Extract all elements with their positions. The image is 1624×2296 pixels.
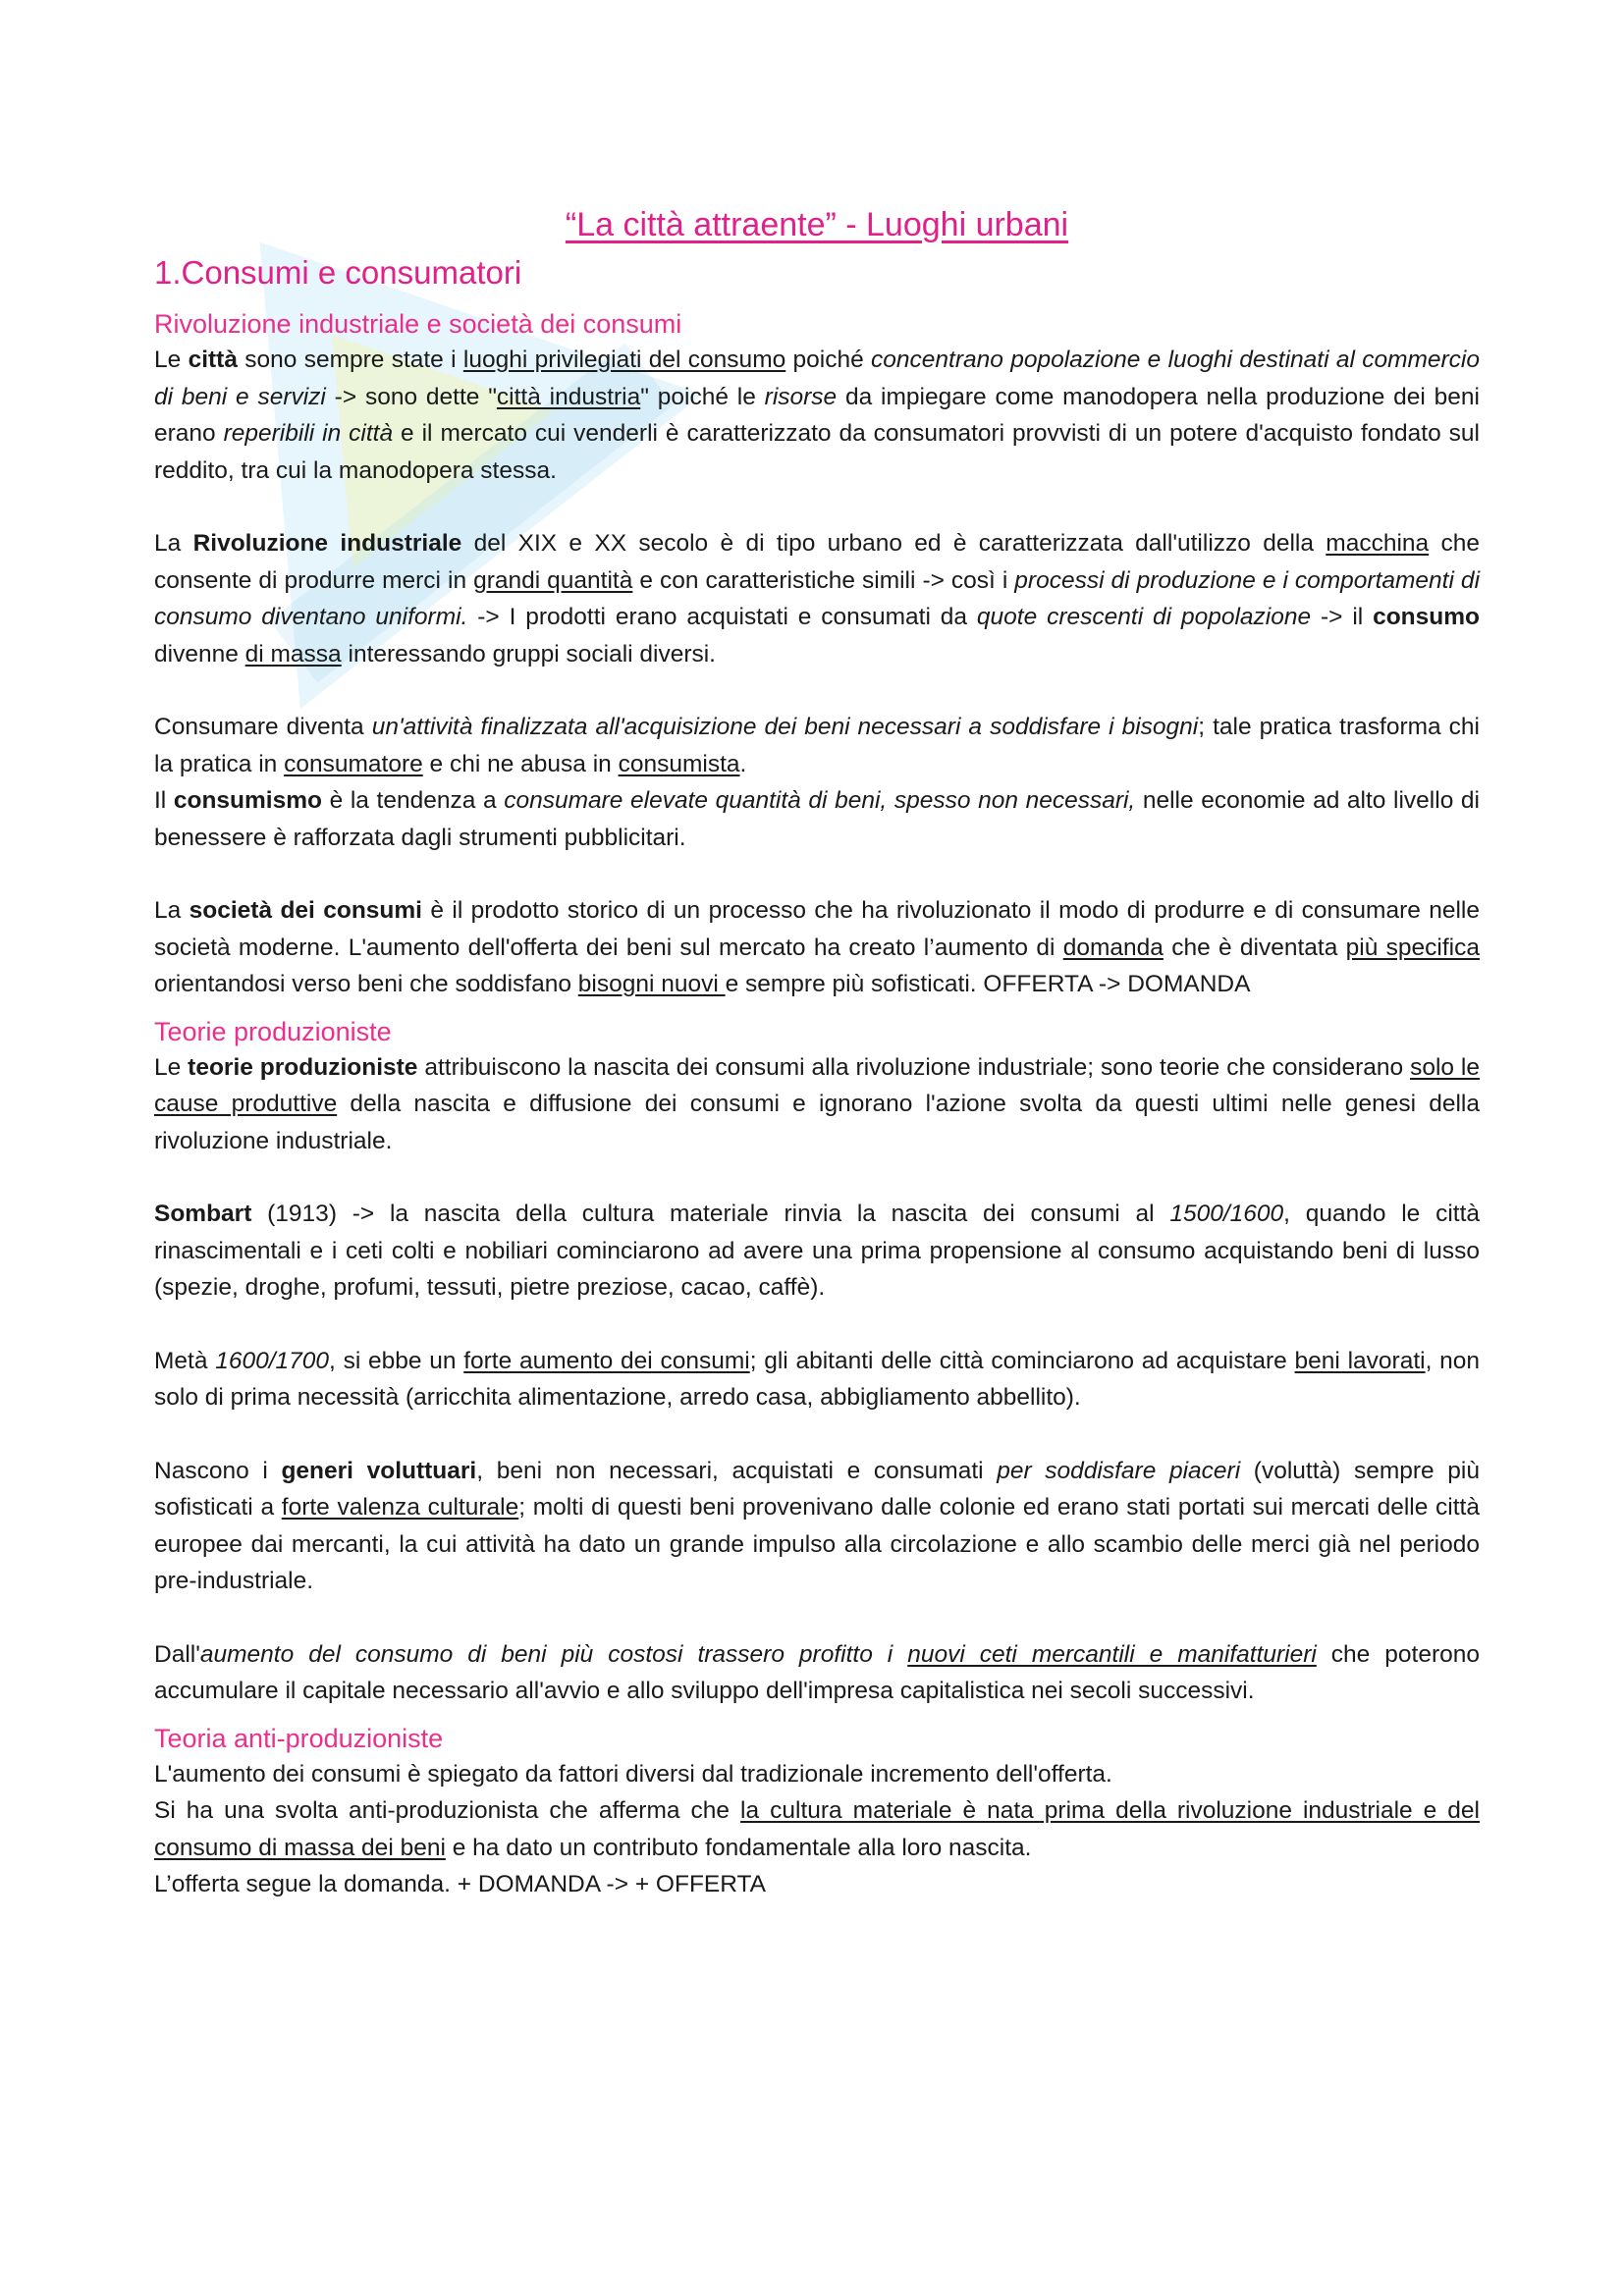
subsection-heading-teorie-produzioniste: Teorie produzioniste (154, 1016, 392, 1046)
subsection-heading-rivoluzione: Rivoluzione industriale e società dei consumi (154, 309, 682, 339)
paragraph-ceti-mercantili: Dall'aumento del consumo di beni più costosi trassero profitto i nuovi ceti mercantili e manifatturieri che poterono accumulare il capitale necessario all'avvio e allo sviluppo dell'impresa capitalistica nei secoli successivi. (154, 1640, 1480, 1704)
paragraph-citta: Le città sono sempre state i luoghi privilegiati del consumo poiché concentrano popolazione e luoghi destinati al commercio di beni e servizi -> sono dette "città industria" poiché le risorse da impiegare come manodopera nella produzione dei beni erano reperibili in città e il mercato cui venderli è caratterizzato da consumatori provvisti di un potere d'acquisto fondato sul reddito, tra cui la manodopera stessa. (154, 347, 1481, 484)
paragraph-aumento-consumi: L'aumento dei consumi è spiegato da fattori diversi dal tradizionale incremento dell'offerta. (154, 1760, 1112, 1788)
paragraph-offerta-domanda: L’offerta segue la domanda. + DOMANDA -> + OFFERTA (154, 1871, 767, 1897)
paragraph-sombart: Sombart (1913) -> la nascita della cultura materiale rinvia la nascita dei consumi al 1500/1600, quando le città rinascimentali e i ceti colti e nobiliari cominciarono ad avere una prima propensione al consumo acquistando beni di lusso (spezie, droghe, profumi, tessuti, pietre preziose, cacao, caffè). (154, 1201, 1481, 1301)
paragraph-generi-voluttuari: Nascono i generi voluttuari, beni non necessari, acquistati e consumati per soddisfare piaceri (voluttà) sempre più sofisticati a forte valenza culturale; molti di questi beni provenivano dalle colonie ed erano stati portati sui mercati delle città europee dai mercanti, la cui attività ha dato un grande impulso alla circolazione e allo scambio delle merci già nel periodo pre-industriale. (154, 1457, 1480, 1594)
paragraph-consumismo: Il consumismo è la tendenza a consumare elevate quantità di beni, spesso non necessari, nelle economie ad alto livello di benessere è rafforzata dagli strumenti pubblicitari. (154, 787, 1480, 851)
paragraph-rivoluzione-industriale: La Rivoluzione industriale del XIX e XX secolo è di tipo urbano ed è caratterizzata dall'utilizzo della macchina che consente di produrre merci in grandi quantità e con caratteristiche simili -> così i processi di produzione e i comportamenti di consumo diventano uniformi. -> I prodotti erano acquistati e consumati da quote crescenti di popolazione -> il consumo divenne di massa interessando gruppi sociali diversi. (154, 530, 1481, 667)
subsection-heading-anti-produzioniste: Teoria anti-produzioniste (154, 1723, 444, 1753)
paragraph-svolta-anti-produzionista: Si ha una svolta anti-produzionista che afferma che la cultura materiale è nata prima della rivoluzione industriale e del consumo di massa dei beni e ha dato un contributo fondamentale alla loro nascita. (154, 1797, 1480, 1861)
document-title: “La città attraente” - Luoghi urbani (565, 206, 1069, 243)
document-page (154, 206, 1480, 1903)
section-heading-consumi: 1.Consumi e consumatori (154, 254, 522, 291)
paragraph-societa-consumi: La società dei consumi è il prodotto storico di un processo che ha rivoluzionato il modo di produrre e di consumare nelle società moderne. L'aumento dell'offerta dei beni sul mercato ha creato l’aumento di domanda che è diventata più specifica orientandosi verso beni che soddisfano bisogni nuovi e sempre più sofisticati. OFFERTA -> DOMANDA (154, 897, 1480, 997)
paragraph-consumare: Consumare diventa un'attività finalizzata all'acquisizione dei beni necessari a soddisfare i bisogni; tale pratica trasforma chi la pratica in consumatore e chi ne abusa in consumista. (154, 714, 1480, 777)
paragraph-teorie-produzioniste: Le teorie produzioniste attribuiscono la nascita dei consumi alla rivoluzione industriale; sono teorie che considerano solo le cause produttive della nascita e diffusione dei consumi e ignorano l'azione svolta da questi ultimi nelle genesi della rivoluzione industriale. (154, 1053, 1481, 1154)
paragraph-meta-1600: Metà 1600/1700, si ebbe un forte aumento dei consumi; gli abitanti delle città cominciarono ad acquistare beni lavorati, non solo di prima necessità (arricchita alimentazione, arredo casa, abbigliamento abbellito). (154, 1347, 1480, 1411)
